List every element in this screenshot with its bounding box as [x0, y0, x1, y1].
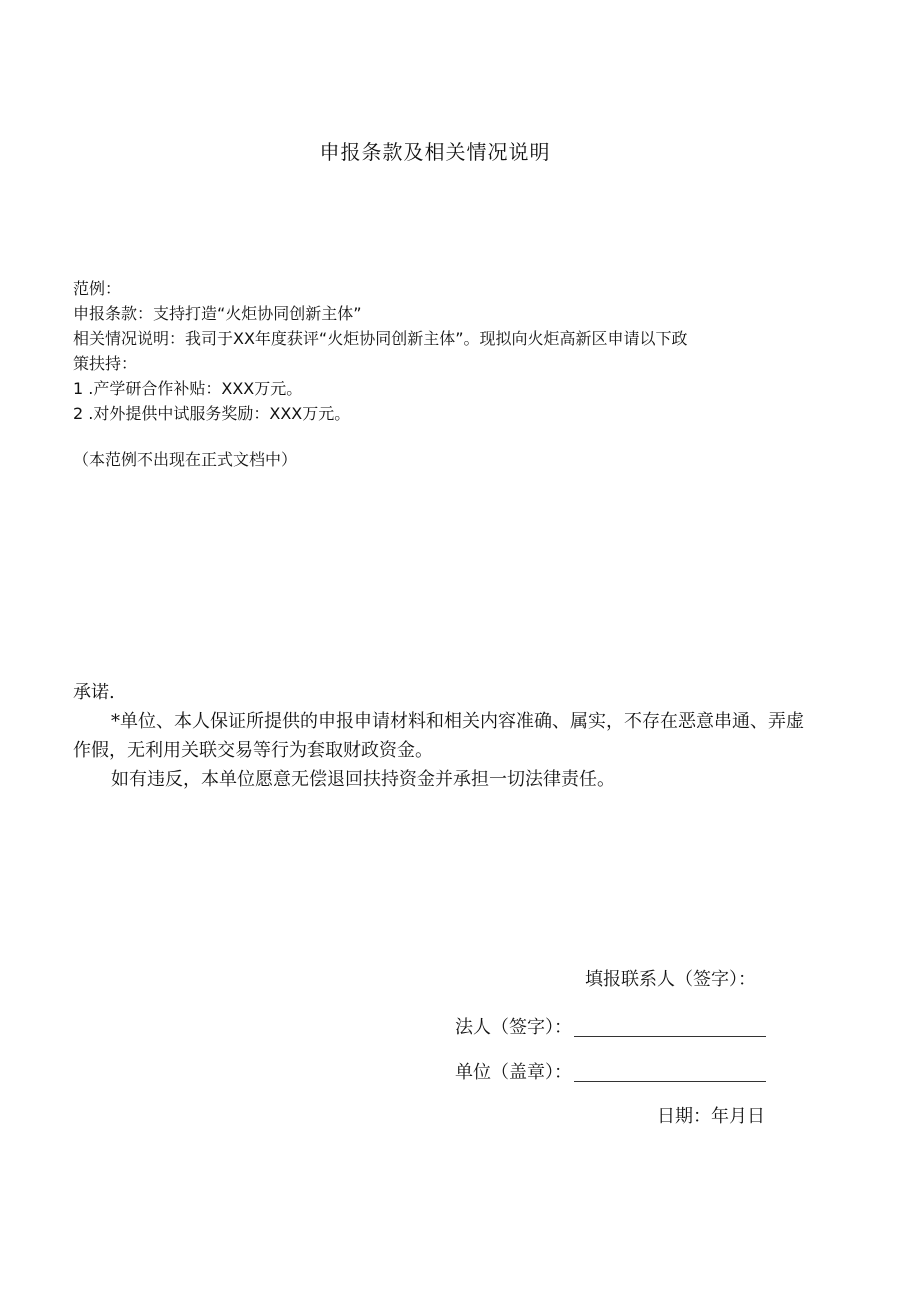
example-item-2: 2 .对外提供中试服务奖励：XXX万元。: [73, 404, 351, 423]
contact-signature-row: [585, 965, 756, 991]
example-note: （本范例不出现在正式文档中）: [73, 450, 298, 469]
legal-signature-row: [455, 1013, 766, 1039]
contact-signature-label: 填报联系人（签字）：: [585, 969, 756, 990]
example-section: [73, 276, 813, 426]
promise-heading: 承诺.: [73, 682, 115, 703]
promise-paragraph-2: 如有违反，本单位愿意无偿退回扶持资金并承担一切法律责任。: [111, 769, 615, 790]
example-item-1: 1 .产学研合作补贴：XXX万元。: [73, 379, 303, 398]
example-description-line1: 相关情况说明：我司于XX年度获评“火炬协同创新主体”。现拟向火炬高新区申请以下政: [73, 329, 688, 348]
date-label: 日期：年月日: [657, 1106, 765, 1127]
example-heading: 范例：: [73, 279, 122, 298]
unit-seal-row: [455, 1058, 766, 1084]
date-row: [657, 1102, 765, 1128]
promise-section: [73, 678, 813, 794]
example-clause: 申报条款：支持打造“火炬协同创新主体”: [73, 304, 362, 323]
legal-signature-line[interactable]: [574, 1018, 766, 1037]
unit-seal-label: 单位（盖章）：: [455, 1062, 572, 1083]
example-description-line2: 策扶持：: [73, 354, 138, 373]
document-title: 申报条款及相关情况说明: [319, 140, 551, 164]
unit-seal-line[interactable]: [574, 1063, 766, 1082]
promise-paragraph-1: *单位、本人保证所提供的申报申请材料和相关内容准确、属实，不存在恶意串通、弄虚作假，无利用关联交易等行为套取财政资金。: [73, 711, 804, 761]
legal-signature-label: 法人（签字）：: [455, 1017, 572, 1038]
